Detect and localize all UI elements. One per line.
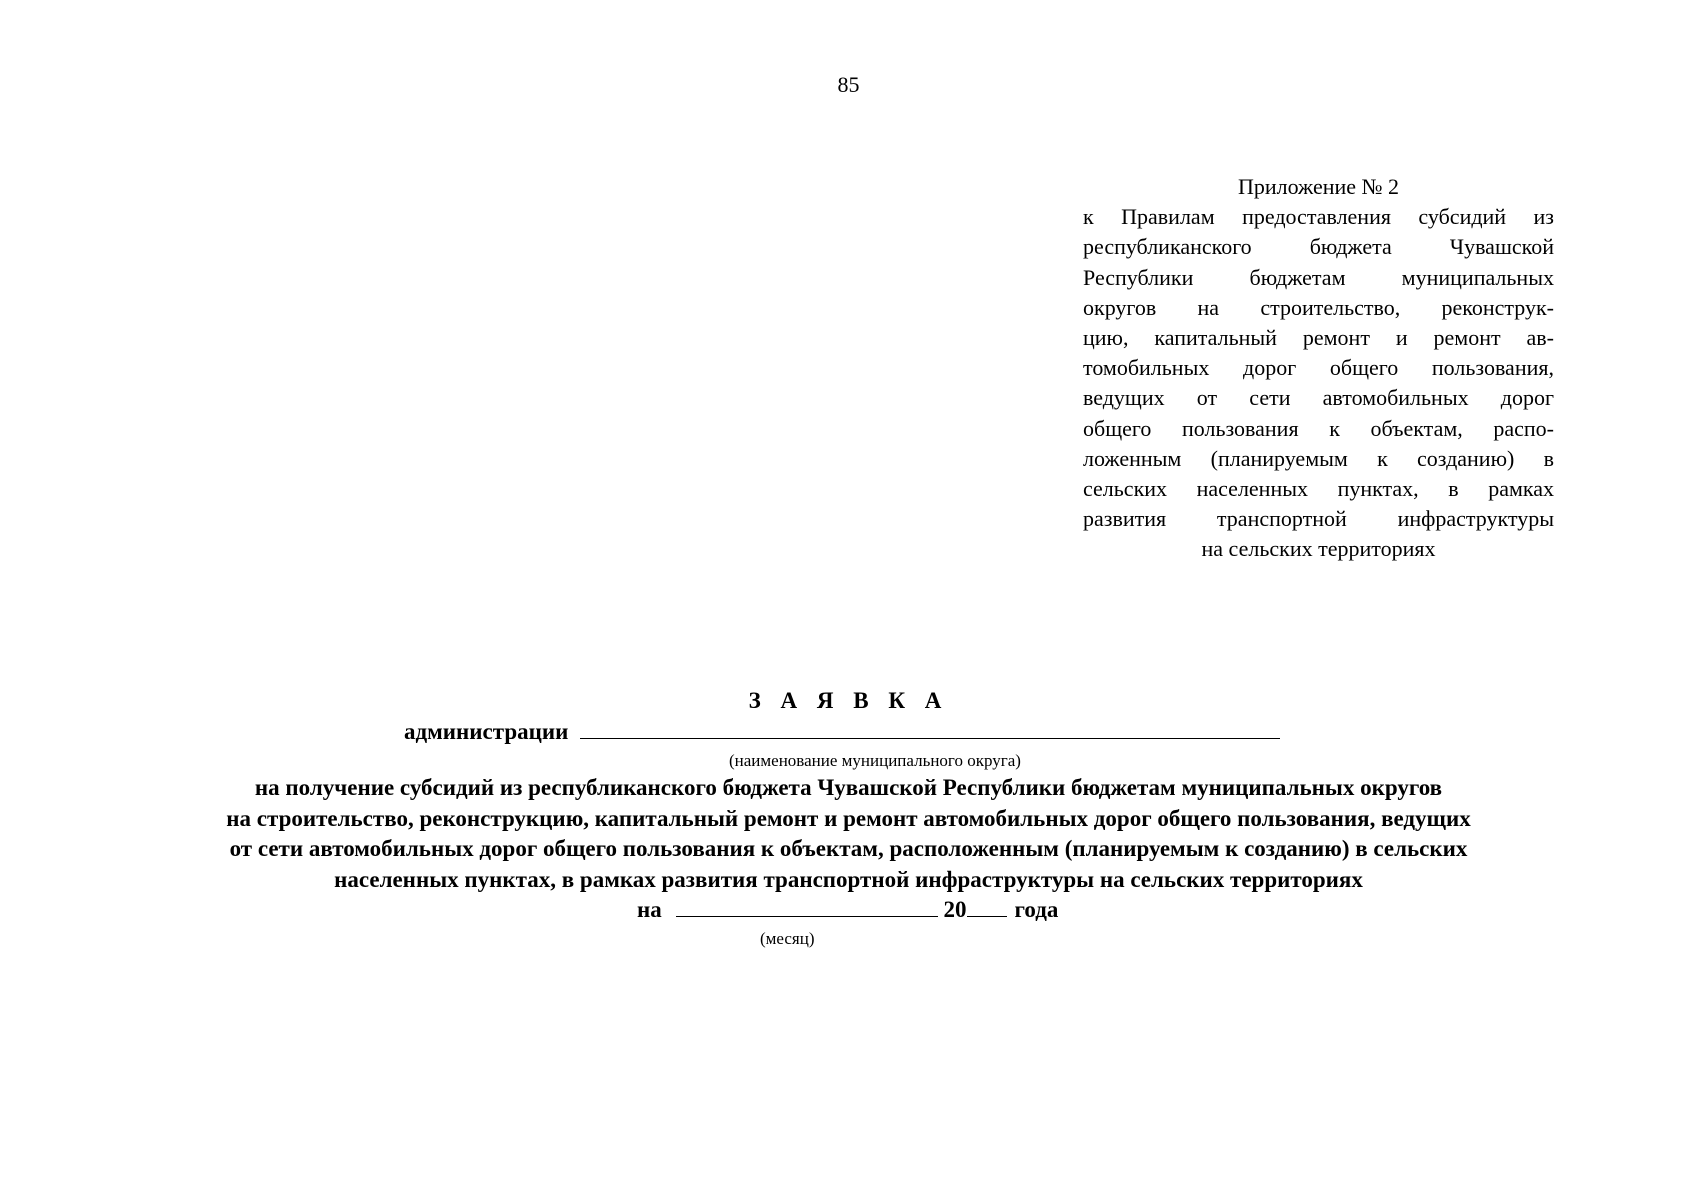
appendix-line: ложенным (планируемым к созданию) в	[1083, 445, 1554, 471]
year-prefix: 20	[943, 897, 967, 922]
purpose-line: на строительство, реконструкцию, капитальный ремонт и ремонт автомобильных дорог общего пользования, ведущих	[226, 805, 1471, 831]
admin-row	[404, 718, 1280, 745]
appendix-line: округов на строительство, реконструк-	[1083, 294, 1554, 320]
appendix-line: на сельских территориях	[1201, 536, 1436, 562]
appendix-block	[1083, 172, 1554, 565]
year-suffix: года	[1014, 897, 1059, 922]
appendix-line: Республики бюджетам муниципальных	[1083, 264, 1554, 290]
admin-name-field[interactable]	[580, 718, 1280, 739]
month-caption: (месяц)	[760, 929, 815, 948]
purpose-line: на получение субсидий из республиканского бюджета Чувашской Республики бюджетам муниципальных округов	[254, 775, 1443, 800]
date-row	[637, 896, 1058, 923]
page-number: 85	[837, 72, 860, 97]
appendix-line: томобильных дорог общего пользования,	[1083, 355, 1554, 381]
year-field[interactable]	[967, 896, 1007, 917]
admin-label: администрации	[404, 719, 569, 744]
purpose-line: населенных пунктах, в рамках развития транспортной инфраструктуры на сельских территориях	[334, 866, 1363, 892]
purpose-line: от сети автомобильных дорог общего пользования к объектам, расположенным (планируемым к созданию) в сельских	[229, 836, 1468, 861]
appendix-line: к Правилам предоставления субсидий из	[1083, 204, 1554, 230]
purpose-text	[0, 773, 1697, 895]
form-heading: З А Я В К А	[748, 688, 949, 713]
month-field[interactable]	[676, 896, 938, 917]
appendix-line: развития транспортной инфраструктуры	[1083, 506, 1554, 532]
date-prefix: на	[637, 897, 662, 922]
appendix-line: ведущих от сети автомобильных дорог	[1083, 385, 1554, 411]
appendix-title: Приложение № 2	[1237, 174, 1400, 199]
appendix-line: общего пользования к объектам, распо-	[1083, 415, 1554, 441]
appendix-line: республиканского бюджета Чувашской	[1083, 234, 1554, 260]
appendix-line: цию, капитальный ремонт и ремонт ав-	[1083, 325, 1554, 351]
admin-caption: (наименование муниципального округа)	[729, 751, 1021, 770]
appendix-line: сельских населенных пунктах, в рамках	[1083, 476, 1554, 502]
